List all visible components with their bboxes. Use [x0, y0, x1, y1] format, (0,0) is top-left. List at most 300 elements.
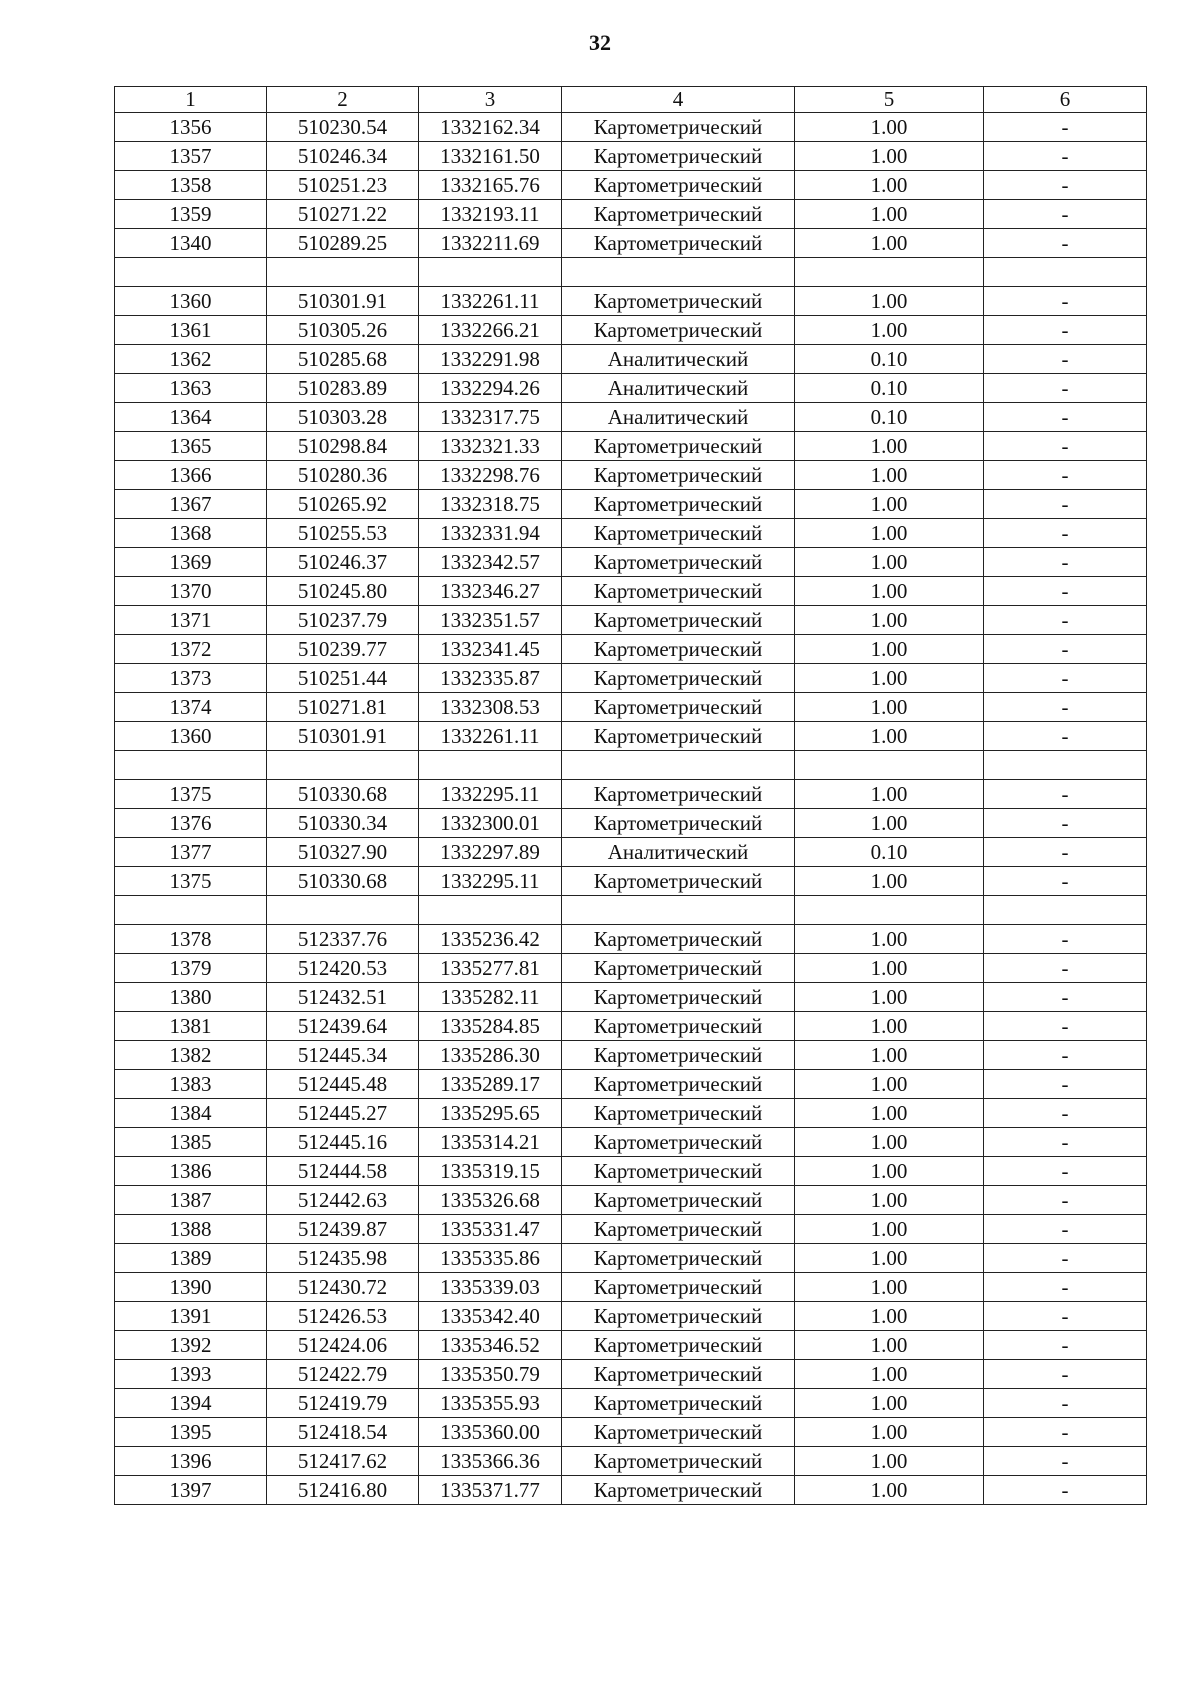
table-row — [115, 1418, 1147, 1447]
accuracy-cell: 1.00 — [795, 867, 984, 896]
point-number-cell: 1365 — [115, 432, 267, 461]
table-row — [115, 287, 1147, 316]
table-row — [115, 1447, 1147, 1476]
x-coordinate-cell: 512442.63 — [267, 1186, 419, 1215]
note-cell: - — [984, 287, 1147, 316]
x-coordinate-cell — [267, 896, 419, 925]
x-coordinate-cell: 510283.89 — [267, 374, 419, 403]
method-cell: Картометрический — [562, 229, 795, 258]
method-cell: Картометрический — [562, 519, 795, 548]
point-number-cell: 1362 — [115, 345, 267, 374]
y-coordinate-cell: 1332318.75 — [419, 490, 562, 519]
x-coordinate-cell: 510246.37 — [267, 548, 419, 577]
x-coordinate-cell: 510239.77 — [267, 635, 419, 664]
method-cell — [562, 258, 795, 287]
table-header-row — [115, 87, 1147, 113]
point-number-cell: 1388 — [115, 1215, 267, 1244]
x-coordinate-cell: 510305.26 — [267, 316, 419, 345]
point-number-cell: 1394 — [115, 1389, 267, 1418]
point-number-cell: 1393 — [115, 1360, 267, 1389]
table-row — [115, 1476, 1147, 1505]
y-coordinate-cell: 1332321.33 — [419, 432, 562, 461]
x-coordinate-cell: 510246.34 — [267, 142, 419, 171]
table-row — [115, 345, 1147, 374]
table-row — [115, 896, 1147, 925]
x-coordinate-cell: 512417.62 — [267, 1447, 419, 1476]
column-header-3: 3 — [419, 87, 562, 113]
accuracy-cell: 1.00 — [795, 1099, 984, 1128]
y-coordinate-cell: 1335350.79 — [419, 1360, 562, 1389]
point-number-cell: 1383 — [115, 1070, 267, 1099]
note-cell: - — [984, 1331, 1147, 1360]
method-cell: Картометрический — [562, 606, 795, 635]
x-coordinate-cell: 512430.72 — [267, 1273, 419, 1302]
y-coordinate-cell: 1332294.26 — [419, 374, 562, 403]
table-row — [115, 1128, 1147, 1157]
accuracy-cell: 1.00 — [795, 1041, 984, 1070]
method-cell: Картометрический — [562, 1128, 795, 1157]
y-coordinate-cell: 1332165.76 — [419, 171, 562, 200]
x-coordinate-cell: 510330.68 — [267, 780, 419, 809]
note-cell: - — [984, 606, 1147, 635]
accuracy-cell: 1.00 — [795, 1418, 984, 1447]
accuracy-cell: 1.00 — [795, 1128, 984, 1157]
y-coordinate-cell: 1335366.36 — [419, 1447, 562, 1476]
point-number-cell: 1366 — [115, 461, 267, 490]
method-cell — [562, 896, 795, 925]
method-cell: Картометрический — [562, 1041, 795, 1070]
note-cell: - — [984, 1418, 1147, 1447]
x-coordinate-cell: 512419.79 — [267, 1389, 419, 1418]
method-cell: Картометрический — [562, 548, 795, 577]
note-cell: - — [984, 693, 1147, 722]
x-coordinate-cell — [267, 258, 419, 287]
point-number-cell: 1376 — [115, 809, 267, 838]
point-number-cell: 1389 — [115, 1244, 267, 1273]
note-cell: - — [984, 1273, 1147, 1302]
point-number-cell: 1357 — [115, 142, 267, 171]
x-coordinate-cell: 510301.91 — [267, 722, 419, 751]
point-number-cell: 1375 — [115, 867, 267, 896]
accuracy-cell: 1.00 — [795, 1012, 984, 1041]
y-coordinate-cell: 1335314.21 — [419, 1128, 562, 1157]
y-coordinate-cell: 1332351.57 — [419, 606, 562, 635]
note-cell: - — [984, 403, 1147, 432]
y-coordinate-cell: 1332317.75 — [419, 403, 562, 432]
table-row — [115, 142, 1147, 171]
point-number-cell: 1368 — [115, 519, 267, 548]
x-coordinate-cell: 512445.27 — [267, 1099, 419, 1128]
x-coordinate-cell: 510280.36 — [267, 461, 419, 490]
method-cell: Картометрический — [562, 1476, 795, 1505]
y-coordinate-cell: 1335335.86 — [419, 1244, 562, 1273]
table-row — [115, 838, 1147, 867]
point-number-cell: 1385 — [115, 1128, 267, 1157]
method-cell: Картометрический — [562, 113, 795, 142]
x-coordinate-cell: 512418.54 — [267, 1418, 419, 1447]
x-coordinate-cell: 512422.79 — [267, 1360, 419, 1389]
point-number-cell: 1377 — [115, 838, 267, 867]
point-number-cell: 1359 — [115, 200, 267, 229]
x-coordinate-cell: 510330.68 — [267, 867, 419, 896]
point-number-cell: 1386 — [115, 1157, 267, 1186]
method-cell: Картометрический — [562, 1418, 795, 1447]
x-coordinate-cell: 510327.90 — [267, 838, 419, 867]
method-cell: Картометрический — [562, 1099, 795, 1128]
method-cell: Картометрический — [562, 925, 795, 954]
table-body — [115, 113, 1147, 1505]
y-coordinate-cell: 1332261.11 — [419, 722, 562, 751]
table-row — [115, 693, 1147, 722]
note-cell: - — [984, 1476, 1147, 1505]
y-coordinate-cell: 1332295.11 — [419, 780, 562, 809]
accuracy-cell: 1.00 — [795, 780, 984, 809]
point-number-cell: 1397 — [115, 1476, 267, 1505]
note-cell: - — [984, 142, 1147, 171]
x-coordinate-cell: 510245.80 — [267, 577, 419, 606]
accuracy-cell: 1.00 — [795, 490, 984, 519]
note-cell: - — [984, 722, 1147, 751]
method-cell: Аналитический — [562, 374, 795, 403]
method-cell: Картометрический — [562, 1360, 795, 1389]
table-row — [115, 461, 1147, 490]
note-cell: - — [984, 1360, 1147, 1389]
note-cell: - — [984, 374, 1147, 403]
x-coordinate-cell: 510255.53 — [267, 519, 419, 548]
y-coordinate-cell: 1332295.11 — [419, 867, 562, 896]
y-coordinate-cell: 1335277.81 — [419, 954, 562, 983]
accuracy-cell: 1.00 — [795, 461, 984, 490]
column-header-4: 4 — [562, 87, 795, 113]
coordinates-table — [114, 86, 1147, 1505]
y-coordinate-cell — [419, 258, 562, 287]
point-number-cell: 1391 — [115, 1302, 267, 1331]
table-row — [115, 1186, 1147, 1215]
point-number-cell: 1390 — [115, 1273, 267, 1302]
point-number-cell: 1363 — [115, 374, 267, 403]
accuracy-cell: 1.00 — [795, 548, 984, 577]
method-cell: Картометрический — [562, 432, 795, 461]
table-row — [115, 954, 1147, 983]
note-cell — [984, 896, 1147, 925]
table-row — [115, 490, 1147, 519]
accuracy-cell: 1.00 — [795, 664, 984, 693]
point-number-cell: 1356 — [115, 113, 267, 142]
x-coordinate-cell: 512420.53 — [267, 954, 419, 983]
x-coordinate-cell: 510285.68 — [267, 345, 419, 374]
table-row — [115, 1070, 1147, 1099]
x-coordinate-cell: 512439.87 — [267, 1215, 419, 1244]
y-coordinate-cell: 1332342.57 — [419, 548, 562, 577]
accuracy-cell: 1.00 — [795, 1447, 984, 1476]
column-header-1: 1 — [115, 87, 267, 113]
y-coordinate-cell: 1335295.65 — [419, 1099, 562, 1128]
method-cell: Картометрический — [562, 1215, 795, 1244]
table-row — [115, 171, 1147, 200]
method-cell: Картометрический — [562, 1273, 795, 1302]
table-row — [115, 751, 1147, 780]
x-coordinate-cell: 510303.28 — [267, 403, 419, 432]
table-row — [115, 606, 1147, 635]
x-coordinate-cell: 512445.16 — [267, 1128, 419, 1157]
accuracy-cell: 1.00 — [795, 1360, 984, 1389]
point-number-cell: 1392 — [115, 1331, 267, 1360]
table-row — [115, 1302, 1147, 1331]
y-coordinate-cell: 1332298.76 — [419, 461, 562, 490]
accuracy-cell — [795, 896, 984, 925]
accuracy-cell: 1.00 — [795, 1476, 984, 1505]
y-coordinate-cell: 1332266.21 — [419, 316, 562, 345]
y-coordinate-cell: 1335289.17 — [419, 1070, 562, 1099]
accuracy-cell: 1.00 — [795, 1157, 984, 1186]
accuracy-cell: 1.00 — [795, 229, 984, 258]
note-cell: - — [984, 113, 1147, 142]
x-coordinate-cell: 510298.84 — [267, 432, 419, 461]
method-cell: Картометрический — [562, 200, 795, 229]
y-coordinate-cell: 1335371.77 — [419, 1476, 562, 1505]
point-number-cell: 1380 — [115, 983, 267, 1012]
note-cell: - — [984, 1302, 1147, 1331]
method-cell: Аналитический — [562, 838, 795, 867]
y-coordinate-cell: 1332331.94 — [419, 519, 562, 548]
point-number-cell: 1360 — [115, 722, 267, 751]
y-coordinate-cell: 1332211.69 — [419, 229, 562, 258]
x-coordinate-cell: 510251.23 — [267, 171, 419, 200]
x-coordinate-cell: 512432.51 — [267, 983, 419, 1012]
method-cell: Картометрический — [562, 1070, 795, 1099]
point-number-cell: 1372 — [115, 635, 267, 664]
table-row — [115, 722, 1147, 751]
method-cell: Картометрический — [562, 1447, 795, 1476]
point-number-cell: 1387 — [115, 1186, 267, 1215]
note-cell: - — [984, 577, 1147, 606]
x-coordinate-cell: 512435.98 — [267, 1244, 419, 1273]
table-row — [115, 113, 1147, 142]
note-cell: - — [984, 780, 1147, 809]
note-cell: - — [984, 1244, 1147, 1273]
y-coordinate-cell: 1335360.00 — [419, 1418, 562, 1447]
y-coordinate-cell: 1332291.98 — [419, 345, 562, 374]
note-cell: - — [984, 1128, 1147, 1157]
table-row — [115, 867, 1147, 896]
y-coordinate-cell: 1335339.03 — [419, 1273, 562, 1302]
accuracy-cell: 1.00 — [795, 809, 984, 838]
table-row — [115, 403, 1147, 432]
accuracy-cell: 1.00 — [795, 1215, 984, 1244]
point-number-cell: 1361 — [115, 316, 267, 345]
accuracy-cell: 1.00 — [795, 519, 984, 548]
accuracy-cell: 1.00 — [795, 432, 984, 461]
accuracy-cell: 1.00 — [795, 693, 984, 722]
note-cell: - — [984, 664, 1147, 693]
x-coordinate-cell: 512439.64 — [267, 1012, 419, 1041]
method-cell: Картометрический — [562, 664, 795, 693]
table-row — [115, 577, 1147, 606]
table-row — [115, 635, 1147, 664]
method-cell: Картометрический — [562, 1244, 795, 1273]
x-coordinate-cell: 512424.06 — [267, 1331, 419, 1360]
accuracy-cell: 0.10 — [795, 345, 984, 374]
note-cell: - — [984, 1070, 1147, 1099]
x-coordinate-cell: 510271.81 — [267, 693, 419, 722]
point-number-cell: 1340 — [115, 229, 267, 258]
accuracy-cell: 1.00 — [795, 1273, 984, 1302]
note-cell — [984, 258, 1147, 287]
accuracy-cell: 0.10 — [795, 838, 984, 867]
table-row — [115, 1157, 1147, 1186]
note-cell: - — [984, 490, 1147, 519]
y-coordinate-cell: 1332261.11 — [419, 287, 562, 316]
method-cell: Картометрический — [562, 983, 795, 1012]
table-row — [115, 1273, 1147, 1302]
y-coordinate-cell: 1332161.50 — [419, 142, 562, 171]
accuracy-cell — [795, 751, 984, 780]
point-number-cell: 1358 — [115, 171, 267, 200]
note-cell: - — [984, 1041, 1147, 1070]
point-number-cell: 1373 — [115, 664, 267, 693]
accuracy-cell: 1.00 — [795, 316, 984, 345]
method-cell: Картометрический — [562, 142, 795, 171]
note-cell: - — [984, 635, 1147, 664]
y-coordinate-cell: 1332162.34 — [419, 113, 562, 142]
point-number-cell: 1360 — [115, 287, 267, 316]
y-coordinate-cell: 1335319.15 — [419, 1157, 562, 1186]
accuracy-cell: 1.00 — [795, 925, 984, 954]
note-cell: - — [984, 1099, 1147, 1128]
point-number-cell: 1396 — [115, 1447, 267, 1476]
note-cell: - — [984, 1012, 1147, 1041]
accuracy-cell: 1.00 — [795, 1070, 984, 1099]
x-coordinate-cell: 512445.48 — [267, 1070, 419, 1099]
x-coordinate-cell: 510265.92 — [267, 490, 419, 519]
note-cell: - — [984, 925, 1147, 954]
accuracy-cell: 1.00 — [795, 1331, 984, 1360]
table-row — [115, 809, 1147, 838]
note-cell: - — [984, 316, 1147, 345]
point-number-cell — [115, 896, 267, 925]
x-coordinate-cell — [267, 751, 419, 780]
method-cell: Картометрический — [562, 1389, 795, 1418]
point-number-cell: 1395 — [115, 1418, 267, 1447]
method-cell: Картометрический — [562, 635, 795, 664]
note-cell: - — [984, 838, 1147, 867]
table-row — [115, 1244, 1147, 1273]
accuracy-cell: 0.10 — [795, 374, 984, 403]
point-number-cell: 1369 — [115, 548, 267, 577]
table-row — [115, 1389, 1147, 1418]
method-cell: Картометрический — [562, 867, 795, 896]
y-coordinate-cell: 1335282.11 — [419, 983, 562, 1012]
accuracy-cell: 1.00 — [795, 606, 984, 635]
column-header-5: 5 — [795, 87, 984, 113]
y-coordinate-cell: 1335326.68 — [419, 1186, 562, 1215]
point-number-cell: 1364 — [115, 403, 267, 432]
table-row — [115, 258, 1147, 287]
note-cell: - — [984, 171, 1147, 200]
y-coordinate-cell: 1335286.30 — [419, 1041, 562, 1070]
y-coordinate-cell — [419, 896, 562, 925]
table-row — [115, 519, 1147, 548]
point-number-cell: 1378 — [115, 925, 267, 954]
point-number-cell: 1371 — [115, 606, 267, 635]
accuracy-cell: 1.00 — [795, 1186, 984, 1215]
note-cell: - — [984, 983, 1147, 1012]
point-number-cell: 1370 — [115, 577, 267, 606]
y-coordinate-cell: 1332308.53 — [419, 693, 562, 722]
y-coordinate-cell: 1332193.11 — [419, 200, 562, 229]
accuracy-cell: 0.10 — [795, 403, 984, 432]
note-cell: - — [984, 1389, 1147, 1418]
accuracy-cell — [795, 258, 984, 287]
y-coordinate-cell: 1332341.45 — [419, 635, 562, 664]
point-number-cell: 1367 — [115, 490, 267, 519]
point-number-cell — [115, 258, 267, 287]
x-coordinate-cell: 512337.76 — [267, 925, 419, 954]
y-coordinate-cell: 1332297.89 — [419, 838, 562, 867]
method-cell: Картометрический — [562, 954, 795, 983]
note-cell: - — [984, 432, 1147, 461]
table-row — [115, 1012, 1147, 1041]
point-number-cell: 1379 — [115, 954, 267, 983]
method-cell: Картометрический — [562, 722, 795, 751]
accuracy-cell: 1.00 — [795, 1389, 984, 1418]
table-row — [115, 316, 1147, 345]
y-coordinate-cell: 1335355.93 — [419, 1389, 562, 1418]
point-number-cell — [115, 751, 267, 780]
accuracy-cell: 1.00 — [795, 577, 984, 606]
method-cell: Картометрический — [562, 287, 795, 316]
accuracy-cell: 1.00 — [795, 171, 984, 200]
method-cell: Аналитический — [562, 345, 795, 374]
note-cell: - — [984, 1157, 1147, 1186]
method-cell — [562, 751, 795, 780]
x-coordinate-cell: 512445.34 — [267, 1041, 419, 1070]
table-row — [115, 925, 1147, 954]
accuracy-cell: 1.00 — [795, 722, 984, 751]
method-cell: Картометрический — [562, 1012, 795, 1041]
table-row — [115, 200, 1147, 229]
note-cell: - — [984, 229, 1147, 258]
note-cell: - — [984, 345, 1147, 374]
table-row — [115, 229, 1147, 258]
y-coordinate-cell: 1332346.27 — [419, 577, 562, 606]
method-cell: Картометрический — [562, 461, 795, 490]
note-cell: - — [984, 809, 1147, 838]
note-cell: - — [984, 200, 1147, 229]
method-cell: Картометрический — [562, 577, 795, 606]
method-cell: Картометрический — [562, 1157, 795, 1186]
x-coordinate-cell: 510237.79 — [267, 606, 419, 635]
table-row — [115, 548, 1147, 577]
note-cell: - — [984, 548, 1147, 577]
point-number-cell: 1375 — [115, 780, 267, 809]
note-cell — [984, 751, 1147, 780]
y-coordinate-cell: 1332335.87 — [419, 664, 562, 693]
method-cell: Картометрический — [562, 809, 795, 838]
point-number-cell: 1382 — [115, 1041, 267, 1070]
x-coordinate-cell: 512444.58 — [267, 1157, 419, 1186]
table-row — [115, 1099, 1147, 1128]
note-cell: - — [984, 1447, 1147, 1476]
method-cell: Аналитический — [562, 403, 795, 432]
accuracy-cell: 1.00 — [795, 1244, 984, 1273]
accuracy-cell: 1.00 — [795, 635, 984, 664]
accuracy-cell: 1.00 — [795, 200, 984, 229]
method-cell: Картометрический — [562, 1331, 795, 1360]
method-cell: Картометрический — [562, 1302, 795, 1331]
y-coordinate-cell: 1335342.40 — [419, 1302, 562, 1331]
column-header-6: 6 — [984, 87, 1147, 113]
